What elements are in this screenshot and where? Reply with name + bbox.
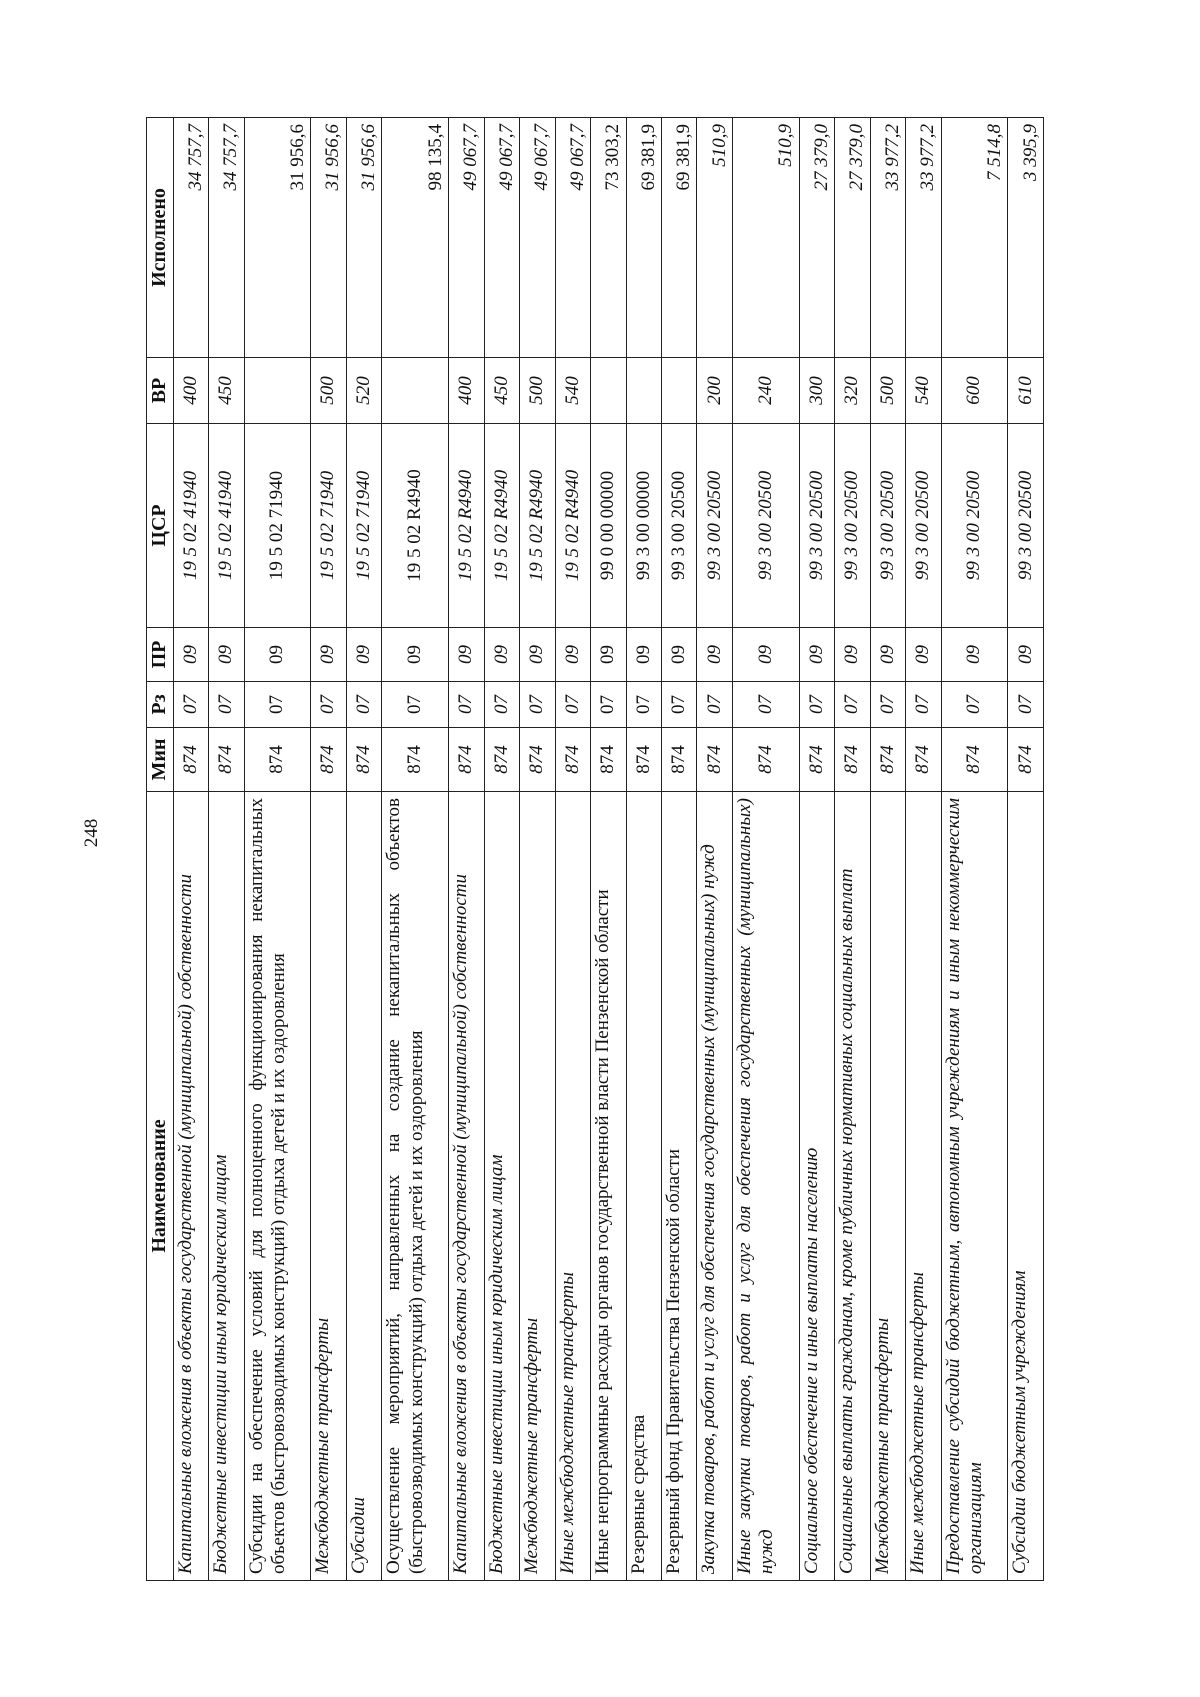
table-row xyxy=(173,118,208,1581)
cell-rz: 07 xyxy=(449,682,484,728)
cell-name: Капитальные вложения в объекты государственной (муниципальной) собственности xyxy=(449,792,484,1581)
cell-vr xyxy=(626,358,661,424)
cell-done: 69 381,9 xyxy=(626,118,661,358)
cell-done: 69 381,9 xyxy=(662,118,697,358)
cell-rz: 07 xyxy=(382,682,449,728)
cell-csr: 19 5 02 41940 xyxy=(173,424,208,628)
cell-rz: 07 xyxy=(799,682,834,728)
cell-name: Закупка товаров, работ и услуг для обеспечения государственных (муниципальных) нужд xyxy=(697,792,732,1581)
cell-vr xyxy=(591,358,626,424)
cell-pr: 09 xyxy=(799,628,834,682)
cell-name: Резервные средства xyxy=(626,792,661,1581)
cell-done: 31 956,6 xyxy=(311,118,346,358)
cell-csr: 99 3 00 20500 xyxy=(835,424,870,628)
table-row xyxy=(697,118,732,1581)
cell-csr: 19 5 02 R4940 xyxy=(484,424,519,628)
cell-rz: 07 xyxy=(311,682,346,728)
cell-min: 874 xyxy=(520,728,555,792)
cell-done: 3 395,9 xyxy=(1008,118,1044,358)
cell-csr: 99 3 00 20500 xyxy=(941,424,1008,628)
cell-name: Субсидии бюджетным учреждениям xyxy=(1008,792,1044,1581)
cell-name: Капитальные вложения в объекты государственной (муниципальной) собственности xyxy=(173,792,208,1581)
cell-min: 874 xyxy=(732,728,799,792)
cell-name: Социальное обеспечение и иные выплаты населению xyxy=(799,792,834,1581)
table-row xyxy=(732,118,799,1581)
cell-done: 33 977,2 xyxy=(870,118,905,358)
cell-vr: 500 xyxy=(520,358,555,424)
cell-pr: 09 xyxy=(732,628,799,682)
cell-min: 874 xyxy=(346,728,381,792)
cell-min: 874 xyxy=(555,728,590,792)
cell-min: 874 xyxy=(173,728,208,792)
cell-rz: 07 xyxy=(209,682,244,728)
cell-vr xyxy=(662,358,697,424)
cell-csr: 99 3 00 00000 xyxy=(626,424,661,628)
page-number: 248 xyxy=(81,818,102,848)
cell-done: 49 067,7 xyxy=(555,118,590,358)
cell-rz: 07 xyxy=(244,682,311,728)
cell-csr: 99 3 00 20500 xyxy=(732,424,799,628)
table-row xyxy=(870,118,905,1581)
cell-pr: 09 xyxy=(870,628,905,682)
cell-vr: 520 xyxy=(346,358,381,424)
table-row xyxy=(449,118,484,1581)
header-name: Наименование xyxy=(147,792,174,1581)
cell-pr: 09 xyxy=(173,628,208,682)
table-row xyxy=(346,118,381,1581)
cell-csr: 19 5 02 R4940 xyxy=(449,424,484,628)
cell-min: 874 xyxy=(449,728,484,792)
cell-rz: 07 xyxy=(173,682,208,728)
cell-done: 34 757,7 xyxy=(209,118,244,358)
cell-rz: 07 xyxy=(906,682,941,728)
table-row xyxy=(835,118,870,1581)
cell-csr: 99 3 00 20500 xyxy=(799,424,834,628)
cell-pr: 09 xyxy=(1008,628,1044,682)
table-row xyxy=(209,118,244,1581)
cell-name: Осуществление мероприятий, направленных на создание некапитальных объектов (быстровозводимых конструкций) отдыха детей и их оздоровления xyxy=(382,792,449,1581)
cell-done: 49 067,7 xyxy=(449,118,484,358)
table-row xyxy=(382,118,449,1581)
cell-rz: 07 xyxy=(835,682,870,728)
cell-pr: 09 xyxy=(209,628,244,682)
cell-min: 874 xyxy=(697,728,732,792)
cell-pr: 09 xyxy=(311,628,346,682)
cell-name: Социальные выплаты гражданам, кроме публичных нормативных социальных выплат xyxy=(835,792,870,1581)
cell-vr: 600 xyxy=(941,358,1008,424)
cell-done: 7 514,8 xyxy=(941,118,1008,358)
cell-csr: 19 5 02 R4940 xyxy=(555,424,590,628)
cell-min: 874 xyxy=(626,728,661,792)
cell-done: 510,9 xyxy=(732,118,799,358)
cell-pr: 09 xyxy=(591,628,626,682)
cell-csr: 19 5 02 71940 xyxy=(311,424,346,628)
cell-name: Иные межбюджетные трансферты xyxy=(555,792,590,1581)
cell-vr: 540 xyxy=(906,358,941,424)
cell-done: 31 956,6 xyxy=(346,118,381,358)
cell-pr: 09 xyxy=(449,628,484,682)
cell-vr: 500 xyxy=(311,358,346,424)
cell-done: 33 977,2 xyxy=(906,118,941,358)
cell-rz: 07 xyxy=(870,682,905,728)
cell-vr xyxy=(382,358,449,424)
budget-table xyxy=(146,117,1044,1581)
cell-pr: 09 xyxy=(697,628,732,682)
cell-done: 49 067,7 xyxy=(484,118,519,358)
header-vr: ВР xyxy=(147,358,174,424)
cell-min: 874 xyxy=(941,728,1008,792)
cell-vr: 400 xyxy=(173,358,208,424)
table-row xyxy=(591,118,626,1581)
table-row xyxy=(484,118,519,1581)
cell-csr: 99 3 00 20500 xyxy=(906,424,941,628)
cell-pr: 09 xyxy=(484,628,519,682)
cell-csr: 19 5 02 71940 xyxy=(244,424,311,628)
cell-min: 874 xyxy=(835,728,870,792)
cell-pr: 09 xyxy=(520,628,555,682)
cell-done: 34 757,7 xyxy=(173,118,208,358)
cell-done: 98 135,4 xyxy=(382,118,449,358)
cell-name: Резервный фонд Правительства Пензенской области xyxy=(662,792,697,1581)
cell-pr: 09 xyxy=(906,628,941,682)
cell-vr: 200 xyxy=(697,358,732,424)
cell-csr: 19 5 02 71940 xyxy=(346,424,381,628)
table-row xyxy=(941,118,1008,1581)
cell-min: 874 xyxy=(1008,728,1044,792)
cell-done: 73 303,2 xyxy=(591,118,626,358)
table-row xyxy=(799,118,834,1581)
header-done: Исполнено xyxy=(147,118,174,358)
cell-pr: 09 xyxy=(662,628,697,682)
cell-name: Межбюджетные трансферты xyxy=(520,792,555,1581)
cell-rz: 07 xyxy=(520,682,555,728)
cell-vr: 500 xyxy=(870,358,905,424)
cell-vr: 450 xyxy=(209,358,244,424)
cell-name: Межбюджетные трансферты xyxy=(311,792,346,1581)
cell-name: Иные непрограммные расходы органов государственной власти Пензенской области xyxy=(591,792,626,1581)
table-row xyxy=(626,118,661,1581)
cell-min: 874 xyxy=(311,728,346,792)
cell-min: 874 xyxy=(591,728,626,792)
table-row xyxy=(244,118,311,1581)
cell-csr: 99 3 00 20500 xyxy=(662,424,697,628)
cell-done: 510,9 xyxy=(697,118,732,358)
table-row xyxy=(555,118,590,1581)
cell-pr: 09 xyxy=(346,628,381,682)
cell-min: 874 xyxy=(870,728,905,792)
cell-rz: 07 xyxy=(941,682,1008,728)
cell-name: Иные межбюджетные трансферты xyxy=(906,792,941,1581)
cell-csr: 99 3 00 20500 xyxy=(1008,424,1044,628)
cell-min: 874 xyxy=(799,728,834,792)
cell-rz: 07 xyxy=(591,682,626,728)
cell-csr: 99 3 00 20500 xyxy=(697,424,732,628)
table-row xyxy=(662,118,697,1581)
cell-name: Предоставление субсидий бюджетным, автономным учреждениям и иным некоммерческим организациям xyxy=(941,792,1008,1581)
rotated-table-wrapper xyxy=(146,118,1044,1581)
cell-vr xyxy=(244,358,311,424)
cell-rz: 07 xyxy=(662,682,697,728)
cell-min: 874 xyxy=(209,728,244,792)
cell-csr: 19 5 02 R4940 xyxy=(382,424,449,628)
cell-pr: 09 xyxy=(626,628,661,682)
cell-done: 27 379,0 xyxy=(835,118,870,358)
cell-min: 874 xyxy=(906,728,941,792)
cell-csr: 99 0 00 00000 xyxy=(591,424,626,628)
cell-pr: 09 xyxy=(244,628,311,682)
cell-name: Субсидии xyxy=(346,792,381,1581)
cell-rz: 07 xyxy=(626,682,661,728)
table-row xyxy=(520,118,555,1581)
cell-rz: 07 xyxy=(555,682,590,728)
cell-name: Иные закупки товаров, работ и услуг для обеспечения государственных (муниципальных) нужд xyxy=(732,792,799,1581)
cell-name: Межбюджетные трансферты xyxy=(870,792,905,1581)
cell-pr: 09 xyxy=(555,628,590,682)
table-row xyxy=(906,118,941,1581)
header-pr: ПР xyxy=(147,628,174,682)
cell-vr: 450 xyxy=(484,358,519,424)
table-header-row xyxy=(147,118,174,1581)
table-body xyxy=(173,118,1043,1581)
cell-vr: 300 xyxy=(799,358,834,424)
header-csr: ЦСР xyxy=(147,424,174,628)
cell-min: 874 xyxy=(244,728,311,792)
cell-vr: 320 xyxy=(835,358,870,424)
cell-pr: 09 xyxy=(835,628,870,682)
cell-rz: 07 xyxy=(697,682,732,728)
cell-pr: 09 xyxy=(941,628,1008,682)
cell-rz: 07 xyxy=(346,682,381,728)
cell-vr: 240 xyxy=(732,358,799,424)
cell-vr: 540 xyxy=(555,358,590,424)
table-row xyxy=(1008,118,1044,1581)
cell-vr: 400 xyxy=(449,358,484,424)
cell-rz: 07 xyxy=(732,682,799,728)
cell-done: 27 379,0 xyxy=(799,118,834,358)
table-row xyxy=(311,118,346,1581)
cell-done: 49 067,7 xyxy=(520,118,555,358)
header-min: Мин xyxy=(147,728,174,792)
cell-csr: 19 5 02 41940 xyxy=(209,424,244,628)
cell-min: 874 xyxy=(382,728,449,792)
cell-min: 874 xyxy=(662,728,697,792)
cell-vr: 610 xyxy=(1008,358,1044,424)
cell-min: 874 xyxy=(484,728,519,792)
cell-name: Субсидии на обеспечение условий для полноценного функционирования некапитальных объектов (быстровозводимых конструкций) отдыха детей и их оздоровления xyxy=(244,792,311,1581)
cell-rz: 07 xyxy=(484,682,519,728)
cell-name: Бюджетные инвестиции иным юридическим лицам xyxy=(484,792,519,1581)
cell-pr: 09 xyxy=(382,628,449,682)
cell-rz: 07 xyxy=(1008,682,1044,728)
cell-name: Бюджетные инвестиции иным юридическим лицам xyxy=(209,792,244,1581)
header-rz: Рз xyxy=(147,682,174,728)
cell-csr: 99 3 00 20500 xyxy=(870,424,905,628)
cell-csr: 19 5 02 R4940 xyxy=(520,424,555,628)
cell-done: 31 956,6 xyxy=(244,118,311,358)
